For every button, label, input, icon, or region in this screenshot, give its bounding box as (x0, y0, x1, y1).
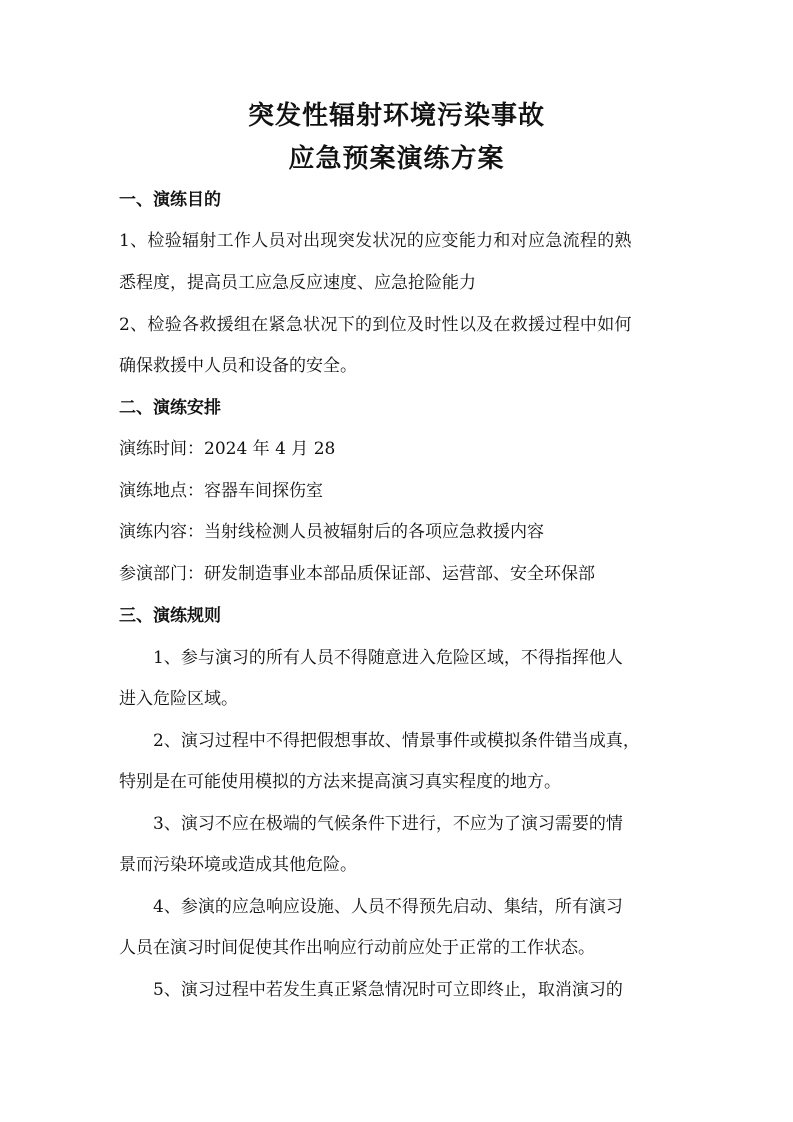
schedule-time: 演练时间：2024 年 4 月 28 (119, 439, 336, 459)
rule-line: 2、演习过程中不得把假想事故、情景事件或模拟条件错当成真， (153, 731, 640, 751)
schedule-departments: 参演部门：研发制造事业本部品质保证部、运营部、安全环保部 (119, 564, 595, 584)
rule-line: 1、参与演习的所有人员不得随意进入危险区域，不得指挥他人 (153, 648, 623, 668)
document-title-line-1: 突发性辐射环境污染事故 (247, 101, 545, 131)
rule-line: 特别是在可能使用模拟的方法来提高演习真实程度的地方。 (119, 772, 561, 792)
section-heading-purpose: 一、演练目的 (119, 190, 221, 210)
rule-line: 3、演习不应在极端的气候条件下进行，不应为了演习需要的情 (153, 814, 623, 834)
schedule-content: 演练内容：当射线检测人员被辐射后的各项应急救援内容 (119, 522, 544, 542)
paragraph-line: 悉程度，提高员工应急反应速度、应急抢险能力 (119, 273, 476, 293)
schedule-location: 演练地点：容器车间探伤室 (119, 481, 323, 501)
section-heading-arrangement: 二、演练安排 (119, 398, 221, 418)
rule-line: 人员在演习时间促使其作出响应行动前应处于正常的工作状态。 (119, 938, 595, 958)
paragraph-line: 1、检验辐射工作人员对出现突发状况的应变能力和对应急流程的熟 (119, 231, 632, 251)
paragraph-line: 2、检验各救援组在紧急状况下的到位及时性以及在救援过程中如何 (119, 315, 632, 335)
rule-line: 进入危险区域。 (119, 689, 238, 709)
rule-line: 景而污染环境或造成其他危险。 (119, 855, 357, 875)
section-heading-rules: 三、演练规则 (119, 606, 221, 626)
paragraph-line: 确保救援中人员和设备的安全。 (119, 356, 357, 376)
rule-line: 5、演习过程中若发生真正紧急情况时可立即终止，取消演习的 (153, 980, 623, 1000)
document-title-line-2: 应急预案演练方案 (288, 144, 505, 174)
rule-line: 4、参演的应急响应设施、人员不得预先启动、集结，所有演习 (153, 897, 623, 917)
